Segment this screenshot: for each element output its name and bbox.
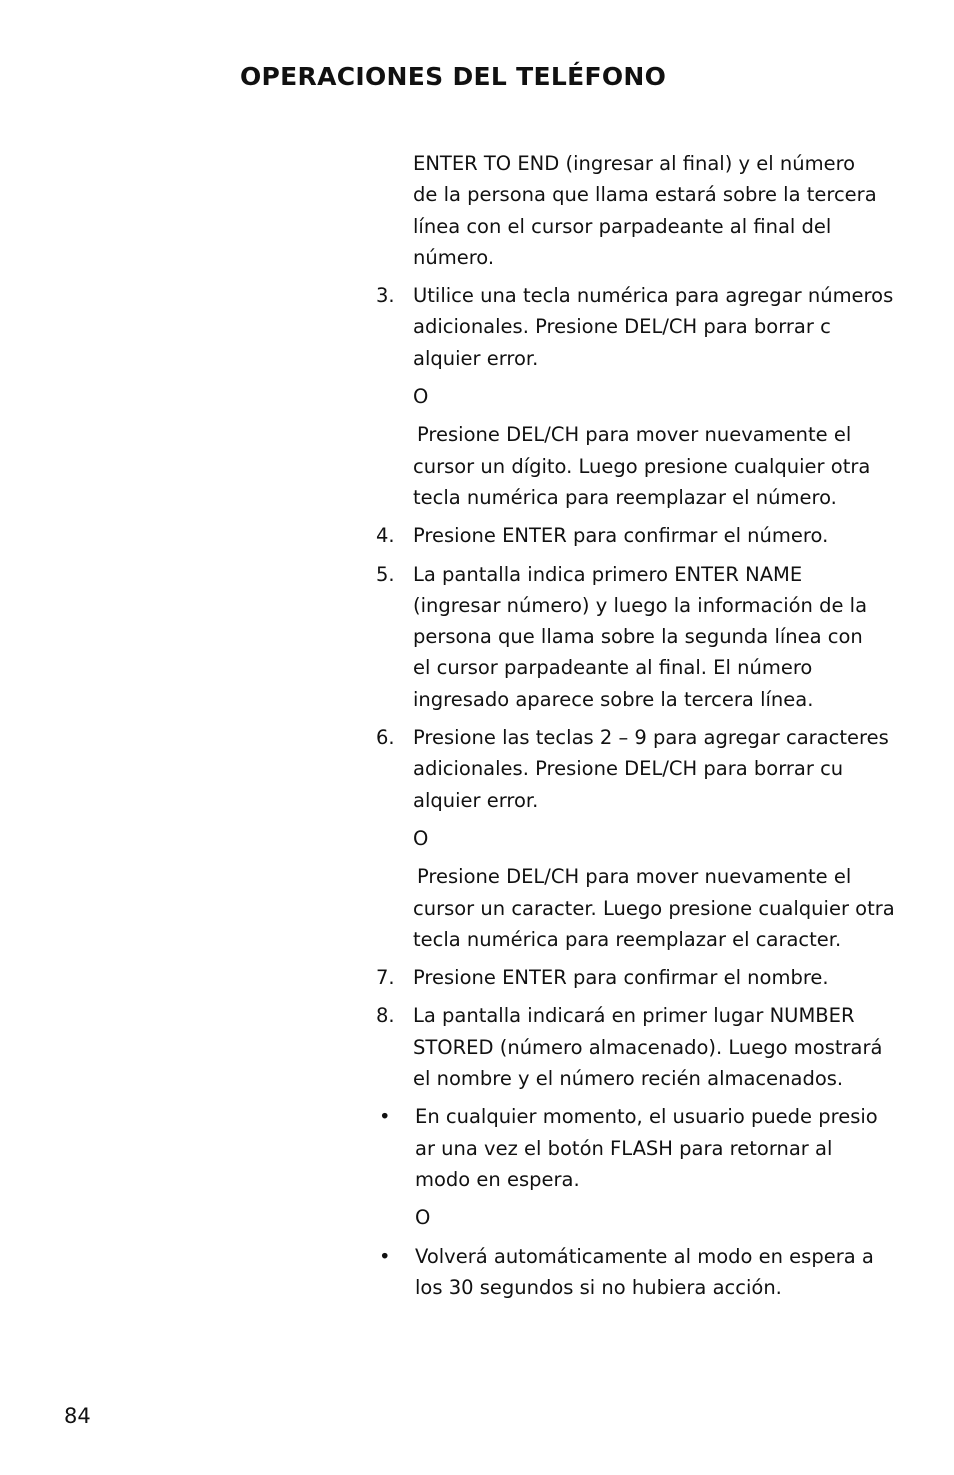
bullet-or	[376, 1202, 921, 1233]
text-line: adicionales. Presione DEL/CH para borrar cu	[413, 757, 844, 781]
text-line: el nombre y el número recién almacenados.	[413, 1067, 844, 1091]
text-line: STORED (número almacenado). Luego mostrará	[413, 1035, 883, 1059]
text-line: los 30 segundos si no hubiera acción.	[415, 1275, 782, 1299]
text-line: de la persona que llama estará sobre la tercera	[413, 183, 877, 207]
instructions-body	[376, 148, 921, 1303]
text-line: Presione las teclas 2 – 9 para agregar caracteres	[413, 726, 889, 750]
step-5	[376, 559, 921, 715]
page-header-title: OPERACIONES DEL TELÉFONO	[240, 62, 667, 91]
text-line: Presione DEL/CH para mover nuevamente el	[417, 423, 852, 447]
text-line: La pantalla indicará en primer lugar NUMBER	[413, 1004, 855, 1028]
text-line: número.	[413, 245, 495, 269]
step-4	[376, 520, 921, 551]
step-8	[376, 1000, 921, 1094]
step-number: 8.	[376, 1004, 395, 1028]
step-number: 3.	[376, 284, 395, 308]
text-line: el cursor parpadeante al final. El número	[413, 656, 813, 680]
text-line: alquier error.	[413, 346, 539, 370]
step-3-alternative	[376, 419, 921, 513]
text-line: Volverá automáticamente al modo en espera a	[415, 1244, 874, 1268]
bullet-item-1	[376, 1101, 921, 1195]
text-line: ENTER TO END (ingresar al final) y el número	[413, 152, 856, 175]
text-line: Presione ENTER para confirmar el nombre.	[413, 966, 829, 990]
bullet-item-2	[376, 1241, 921, 1304]
text-line: cursor un dígito. Luego presione cualquier otra	[413, 454, 871, 478]
or-separator: O	[413, 385, 429, 409]
text-line: La pantalla indica primero ENTER NAME	[413, 562, 803, 586]
step-number: 5.	[376, 562, 395, 586]
or-separator: O	[415, 1206, 431, 1230]
text-line: persona que llama sobre la segunda línea con	[413, 625, 863, 649]
or-separator: O	[413, 826, 429, 850]
page-number: 84	[64, 1404, 91, 1428]
step-3-or	[376, 381, 921, 412]
step-6-or	[376, 823, 921, 854]
intro-paragraph	[376, 148, 921, 273]
text-line: ar una vez el botón FLASH para retornar al	[415, 1136, 833, 1160]
text-line: cursor un caracter. Luego presione cualquier otra	[413, 896, 895, 920]
step-number: 7.	[376, 966, 395, 990]
text-line: tecla numérica para reemplazar el número.	[413, 485, 837, 509]
step-6	[376, 722, 921, 816]
step-number: 4.	[376, 524, 395, 548]
step-number: 6.	[376, 726, 395, 750]
text-line: Presione ENTER para confirmar el número.	[413, 524, 829, 548]
text-line: tecla numérica para reemplazar el caracter.	[413, 927, 842, 951]
step-6-alternative	[376, 861, 921, 955]
text-line: adicionales. Presione DEL/CH para borrar c	[413, 315, 831, 339]
text-line: línea con el cursor parpadeante al final del	[413, 214, 832, 238]
text-line: En cualquier momento, el usuario puede presio	[415, 1105, 878, 1129]
text-line: (ingresar número) y luego la información de la	[413, 593, 868, 617]
bullet-marker: •	[379, 1244, 391, 1268]
text-line: Presione DEL/CH para mover nuevamente el	[417, 865, 852, 889]
text-line: Utilice una tecla numérica para agregar números	[413, 284, 894, 308]
text-line: modo en espera.	[415, 1167, 580, 1191]
text-line: ingresado aparece sobre la tercera línea.	[413, 687, 814, 711]
text-line: alquier error.	[413, 788, 539, 812]
step-3	[376, 280, 921, 374]
bullet-marker: •	[379, 1105, 391, 1129]
step-7	[376, 962, 921, 993]
